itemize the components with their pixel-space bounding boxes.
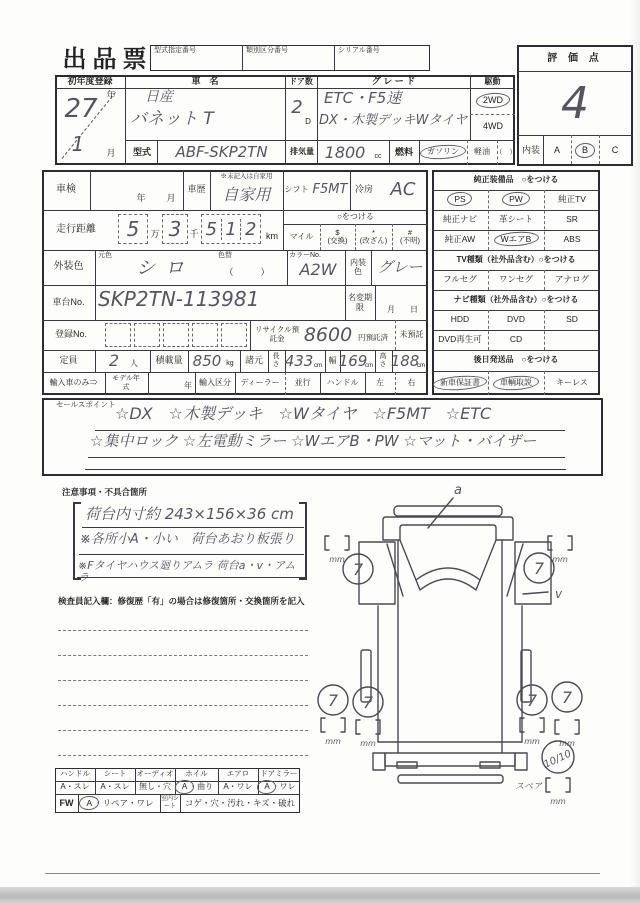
page-title: 出品票 bbox=[62, 46, 153, 74]
grade-label: グ レ ー ド bbox=[371, 76, 416, 87]
tread-value: 7 bbox=[362, 693, 374, 712]
tailgate-cap-left bbox=[373, 753, 385, 770]
tv-analog: アナログ bbox=[554, 274, 589, 285]
mileage-opt-mile: マイル bbox=[289, 231, 314, 241]
mm-unit: mm bbox=[329, 555, 345, 564]
deadline-day-unit: 日 bbox=[410, 304, 418, 314]
blank-line bbox=[58, 630, 308, 631]
mileage-d3: 2 bbox=[240, 219, 260, 240]
navi-cd: CD bbox=[509, 334, 523, 345]
navi-sd: SD bbox=[566, 314, 578, 325]
registration-digit-box bbox=[134, 323, 160, 347]
mileage-d1: 5 bbox=[205, 218, 218, 240]
divider bbox=[95, 350, 96, 372]
width-unit: cm bbox=[365, 362, 373, 369]
tv-oneseg: ワンセグ bbox=[498, 274, 533, 285]
cond-header-seat: シート bbox=[103, 769, 127, 779]
color-change-paren: （ ） bbox=[224, 267, 270, 278]
capacity-label: 定員 bbox=[59, 355, 78, 366]
aircon-value: AC bbox=[390, 179, 416, 201]
cond-aero-value: A・ワレ bbox=[223, 782, 253, 792]
tread-value: 7 bbox=[327, 691, 339, 710]
side-pointer-line bbox=[523, 592, 548, 594]
history-value: 自家用 bbox=[222, 184, 271, 204]
pen-circle-mark: PW bbox=[509, 194, 523, 205]
shift-value: F5MT bbox=[312, 181, 348, 197]
opt-symbol: * bbox=[372, 227, 375, 237]
load-value: 850 bbox=[192, 351, 222, 370]
mm-unit: mm bbox=[552, 555, 568, 564]
shaken-month-unit: 月 bbox=[166, 193, 176, 204]
mileage-sen: 3 bbox=[168, 217, 182, 241]
pen-circle-mark: A bbox=[181, 782, 188, 792]
rear-bumper bbox=[398, 775, 503, 783]
windshield-arc-outer bbox=[416, 568, 480, 580]
ship-keyless: キーレス bbox=[556, 377, 588, 387]
circle-mark-note: ○をつける bbox=[337, 211, 374, 221]
fuel-other: （ ） bbox=[495, 148, 517, 156]
doors-label: ドア数 bbox=[289, 76, 313, 86]
interior-grade-b bbox=[571, 137, 599, 164]
bracket-right bbox=[299, 502, 307, 580]
equip-sr: SR bbox=[566, 214, 578, 225]
divider bbox=[334, 45, 335, 71]
displacement-value: 1800 bbox=[324, 142, 366, 162]
fuel-label: 燃料 bbox=[394, 146, 413, 157]
handle-right: 右 bbox=[407, 378, 416, 388]
tailgate bbox=[385, 753, 515, 766]
tail-light-left bbox=[397, 762, 417, 768]
notes-label: 注意事項・不具合箇所 bbox=[62, 487, 148, 497]
shift-label: シフト bbox=[284, 184, 309, 194]
tire-fraction-value: 10/10 bbox=[542, 748, 574, 771]
divider bbox=[242, 45, 243, 71]
divider bbox=[148, 372, 149, 395]
mileage-man: 5 bbox=[126, 217, 140, 241]
equip-abs: ABS bbox=[563, 234, 581, 245]
sales-line2: ☆集中ロック ☆左電動ミラー ☆WエアB・PW ☆マット・バイザー bbox=[90, 432, 537, 450]
grade-line1: ETC・F5速 bbox=[324, 89, 402, 107]
navi-type-title: ナビ種類（社外品含む）○をつける bbox=[453, 294, 579, 304]
pen-circle-mark: B bbox=[581, 144, 588, 155]
base-color-label: 元色 bbox=[98, 252, 112, 259]
km-unit: km bbox=[266, 231, 278, 242]
front-pointer-line bbox=[428, 498, 453, 528]
recycle-deposit-label: リサイクル預託金 bbox=[255, 325, 299, 343]
load-label: 積載量 bbox=[155, 355, 183, 366]
genuine-equipment-title: 純正装備品 ○をつける bbox=[473, 174, 559, 184]
divider bbox=[488, 270, 489, 290]
divider bbox=[488, 190, 489, 250]
model-year-label: モデル年式 bbox=[112, 375, 140, 391]
divider bbox=[250, 320, 251, 350]
notes-line3: ※Fタイヤハウス廻りアムラ 荷台a・v・アムラ bbox=[78, 559, 296, 584]
tailgate-cap-right bbox=[515, 753, 527, 770]
tread-value: 7 bbox=[526, 691, 538, 710]
mm-unit: mm bbox=[325, 737, 341, 746]
chassis-no-label: 車台No. bbox=[52, 296, 85, 307]
grade-line2: DX・木製デッキWタイヤ bbox=[319, 113, 468, 128]
handle-label: ハンドル bbox=[326, 378, 359, 388]
equip-ps bbox=[432, 190, 488, 210]
front-bumper bbox=[394, 506, 502, 516]
pen-circle-mark: PS bbox=[454, 194, 466, 205]
name-change-deadline-label: 名変期限 bbox=[348, 293, 372, 312]
blank-line bbox=[58, 755, 308, 756]
divider bbox=[125, 75, 126, 165]
not-deposited-label: 未預託 bbox=[399, 329, 424, 339]
mm-bracket bbox=[520, 718, 544, 732]
cond-header-wheel: ホイル bbox=[185, 769, 208, 779]
load-unit: kg bbox=[226, 360, 234, 368]
scan-edge-band bbox=[0, 887, 640, 903]
mm-bracket bbox=[546, 778, 570, 792]
divider bbox=[371, 250, 372, 285]
height-unit: cm bbox=[417, 362, 425, 369]
interior-grade-a: A bbox=[553, 144, 560, 155]
divider bbox=[544, 310, 545, 350]
mm-unit: mm bbox=[550, 797, 566, 806]
a-pillar-right bbox=[480, 540, 496, 580]
deadline-month-unit: 月 bbox=[387, 304, 395, 314]
base-color-value: シロ bbox=[135, 256, 194, 279]
pen-circle-mark: 車輌取説 bbox=[500, 377, 532, 387]
pen-circle-mark: WエアB bbox=[500, 234, 532, 245]
divider bbox=[544, 371, 545, 395]
man-unit: 万 bbox=[150, 229, 160, 240]
writing-line bbox=[82, 527, 304, 528]
notes-line2: ※各所小A・小い 荷台あおり板張り bbox=[80, 532, 295, 547]
divider bbox=[375, 285, 376, 320]
interior-grade-c: C bbox=[611, 144, 619, 155]
divider bbox=[375, 350, 376, 372]
deposited-label: 円預託済 bbox=[358, 332, 388, 342]
side-label-v: v bbox=[555, 587, 563, 601]
import-kubun-label: 輸入区分 bbox=[199, 378, 231, 388]
cond-audio-value: 無し・穴 bbox=[139, 782, 171, 792]
navi-hdd: HDD bbox=[450, 314, 470, 325]
equip-navi: 純正ナビ bbox=[442, 214, 477, 225]
cond-header-handle: ハンドル bbox=[60, 769, 90, 779]
fuel-gasoline bbox=[419, 140, 467, 165]
mileage-label: 走行距離 bbox=[56, 223, 96, 235]
ship-warranty bbox=[432, 371, 488, 395]
cond-mirror-rest: ・ワレ bbox=[271, 782, 296, 792]
navi-dvd-playable: DVD再生可 bbox=[438, 334, 482, 345]
registration-digit-box bbox=[163, 323, 189, 347]
divider bbox=[345, 250, 346, 285]
equip-wairbag bbox=[488, 230, 544, 250]
writing-line bbox=[79, 554, 304, 555]
divider bbox=[287, 250, 288, 285]
divider bbox=[517, 135, 633, 136]
equip-leather: 革シート bbox=[498, 214, 533, 225]
later-shipment-title: 後日発送品 ○をつける bbox=[473, 355, 559, 365]
year-unit: 年 bbox=[106, 90, 116, 101]
dealer-label: ディーラー bbox=[240, 378, 280, 388]
cond-wheel-value bbox=[175, 781, 218, 794]
opt-text: (不明) bbox=[400, 236, 420, 245]
windshield-arc-inner bbox=[420, 579, 476, 590]
doors-d: D bbox=[305, 116, 311, 126]
cond-seat-value: A・スレ bbox=[100, 782, 130, 792]
spare-label: スペア bbox=[515, 782, 543, 792]
tread-value: 7 bbox=[533, 559, 545, 578]
scan-line bbox=[45, 873, 600, 874]
opt-symbol: # bbox=[407, 227, 413, 237]
tread-value: 7 bbox=[352, 560, 364, 579]
divider bbox=[488, 371, 489, 395]
shaken-year-unit: 年 bbox=[136, 193, 146, 204]
divider bbox=[544, 270, 545, 290]
cab-outline bbox=[383, 517, 513, 540]
width-label: 幅 bbox=[328, 355, 337, 365]
divider bbox=[544, 190, 545, 250]
handle-left: 左 bbox=[376, 378, 384, 388]
inspector-note: 検査員記入欄：修復歴「有」の場合は修復箇所・交換箇所を記入 bbox=[58, 596, 305, 606]
opt-text: (交換) bbox=[327, 236, 348, 245]
cond-repair-value bbox=[78, 794, 160, 813]
fuel-diesel: 軽油 bbox=[474, 147, 490, 157]
writing-line bbox=[88, 457, 565, 458]
sen-unit: 千 bbox=[189, 229, 199, 240]
recycle-deposit-value: 8600 bbox=[303, 323, 353, 346]
mm-unit: mm bbox=[524, 737, 540, 746]
pen-circle-mark: A bbox=[86, 797, 93, 808]
serial-no-label: シリアル番号 bbox=[338, 47, 380, 54]
divider bbox=[105, 372, 106, 395]
mileage-opt-tampered bbox=[355, 224, 392, 250]
drive-2wd bbox=[472, 90, 514, 112]
first-registration-label: 初年度登録 bbox=[67, 76, 113, 87]
divider bbox=[517, 71, 633, 72]
maker-name: 日産 bbox=[145, 89, 173, 105]
divider bbox=[42, 285, 428, 286]
evaluation-score: 4 bbox=[561, 78, 589, 130]
interior-grade-label: 内装 bbox=[521, 145, 540, 155]
blank-line bbox=[58, 680, 308, 681]
length-value: 433 bbox=[284, 351, 314, 370]
cond-damage-value: コゲ・穴・汚れ・キズ・破れ bbox=[184, 797, 296, 808]
cond-header-audio: オーディオ bbox=[136, 769, 174, 779]
arc-cap bbox=[476, 580, 480, 590]
mileage-box-sen bbox=[162, 214, 188, 244]
registration-digit-box bbox=[192, 323, 218, 347]
drive-label: 駆動 bbox=[484, 76, 501, 86]
equip-tv: 純正TV bbox=[558, 194, 586, 205]
cond-mirror-value bbox=[258, 781, 300, 794]
sales-points-label: セールスポイント bbox=[56, 400, 116, 409]
mileage-opt-unknown bbox=[392, 224, 428, 250]
month-unit: 月 bbox=[106, 148, 116, 159]
mm-bracket bbox=[321, 718, 345, 732]
writing-line bbox=[95, 430, 565, 431]
writing-line bbox=[85, 469, 566, 470]
mileage-box-man bbox=[118, 214, 148, 244]
registration-no-label: 登録No. bbox=[54, 329, 87, 340]
opt-text: (改ざん) bbox=[359, 236, 388, 245]
divider bbox=[268, 350, 269, 372]
notes-line1: 荷台内寸約 243×156×36 cm bbox=[85, 505, 294, 523]
sales-line1: ☆DX ☆木製デッキ ☆Wタイヤ ☆F5MT ☆ETC bbox=[115, 404, 492, 423]
divider bbox=[285, 75, 286, 165]
cond-header-mirror: ドアミラー bbox=[260, 769, 298, 779]
tv-fullseg: フルセグ bbox=[443, 274, 477, 285]
front-label-a: a bbox=[454, 483, 462, 498]
height-value: 188 bbox=[390, 351, 420, 370]
parallel-label: 並行 bbox=[294, 378, 311, 388]
mm-unit: mm bbox=[360, 739, 376, 748]
cond-handle-value: A・スレ bbox=[60, 782, 90, 792]
model-designation-no-label: 型式指定番号 bbox=[154, 47, 196, 54]
color-no-value: A2W bbox=[299, 260, 337, 280]
history-label: 車歴 bbox=[187, 184, 206, 195]
width-value: 169 bbox=[338, 351, 368, 370]
capacity-unit: 人 bbox=[130, 358, 138, 368]
cond-repair-rest: ・リペア・ワレ bbox=[94, 797, 154, 808]
first-registration-year: 27 bbox=[64, 93, 98, 124]
first-registration-month: 1 bbox=[71, 132, 85, 157]
scan-edge-shade bbox=[630, 0, 640, 887]
registration-digit-box bbox=[221, 323, 247, 347]
color-no-label: カラーNo. bbox=[289, 252, 321, 259]
drive-4wd: 4WD bbox=[483, 121, 503, 132]
divider bbox=[95, 250, 96, 285]
cond-wheel-rest: ・曲り bbox=[189, 782, 214, 792]
height-label: 高さ bbox=[379, 353, 387, 368]
shaken-label: 車検 bbox=[56, 183, 76, 195]
cond-interior-seat-label: 室内シート bbox=[161, 796, 180, 810]
length-unit: cm bbox=[314, 362, 322, 369]
tv-type-title: TV種類（社外品含む）○をつける bbox=[456, 254, 576, 264]
divider bbox=[90, 170, 91, 210]
tread-value: 7 bbox=[561, 688, 573, 707]
capacity-value: 2 bbox=[108, 351, 120, 371]
divider bbox=[95, 285, 96, 320]
blank-line bbox=[58, 705, 308, 706]
cond-header-aero: エアロ bbox=[226, 769, 250, 779]
blank-line bbox=[58, 730, 308, 731]
registration-digit-box bbox=[105, 323, 131, 347]
divider bbox=[188, 350, 189, 372]
mileage-opt-exchange bbox=[320, 224, 355, 250]
divider bbox=[345, 285, 346, 320]
mm-unit: mm bbox=[559, 739, 575, 748]
car-name-label: 車 名 bbox=[191, 76, 219, 87]
model-code-value: ABF-SKP2TN bbox=[175, 143, 268, 162]
blank-line bbox=[58, 655, 308, 656]
mm-bracket bbox=[555, 720, 579, 734]
mileage-box-digits bbox=[201, 214, 261, 244]
cond-fw: FW bbox=[59, 797, 74, 808]
displacement-unit: cc bbox=[374, 153, 382, 161]
a-pillar-left bbox=[400, 540, 416, 580]
model-code-label: 型式 bbox=[132, 146, 151, 157]
equip-pw bbox=[488, 190, 544, 210]
pen-circle-mark: 新車保証書 bbox=[440, 377, 480, 387]
ship-manual bbox=[488, 371, 544, 395]
divider bbox=[470, 114, 515, 115]
pen-circle-mark: A bbox=[264, 782, 270, 792]
divider bbox=[488, 310, 489, 350]
pen-circle-mark: ガソリン bbox=[427, 147, 459, 157]
import-only-label: 輸入車のみ⇒ bbox=[49, 378, 98, 388]
navi-dvd: DVD bbox=[507, 314, 525, 325]
doors-value: 2 bbox=[291, 97, 303, 119]
history-note: ※未記入は自家用 bbox=[220, 172, 273, 180]
truck-diagram bbox=[310, 478, 640, 838]
displacement-label: 排気量 bbox=[290, 147, 314, 157]
exterior-color-label: 外装色 bbox=[53, 261, 84, 273]
arc-cap bbox=[416, 580, 420, 590]
interior-color-label: 内装色 bbox=[350, 257, 366, 276]
equip-aw: 純正AW bbox=[444, 234, 476, 245]
color-change-label: 色替 bbox=[218, 252, 232, 259]
writing-line bbox=[77, 577, 305, 578]
evaluation-title: 評 価 点 bbox=[547, 52, 603, 64]
pen-circle-mark: 2WD bbox=[483, 95, 503, 106]
car-name-value: バネット T bbox=[130, 109, 214, 129]
aircon-label: 冷房 bbox=[354, 184, 373, 195]
chassis-no-value: SKP2TN-113981 bbox=[98, 287, 260, 311]
length-label: 長さ bbox=[272, 353, 280, 368]
class-division-no-label: 類別区分番号 bbox=[246, 47, 288, 54]
interior-color-value: グレー bbox=[377, 258, 423, 277]
spec-label: 諸元 bbox=[244, 355, 263, 366]
mileage-d2: 1 bbox=[221, 219, 241, 240]
opt-symbol: $ bbox=[335, 227, 340, 237]
tail-light-right bbox=[480, 762, 500, 768]
mm-bracket bbox=[325, 536, 349, 550]
import-year-unit: 年 bbox=[184, 380, 192, 390]
mm-bracket bbox=[356, 720, 380, 734]
